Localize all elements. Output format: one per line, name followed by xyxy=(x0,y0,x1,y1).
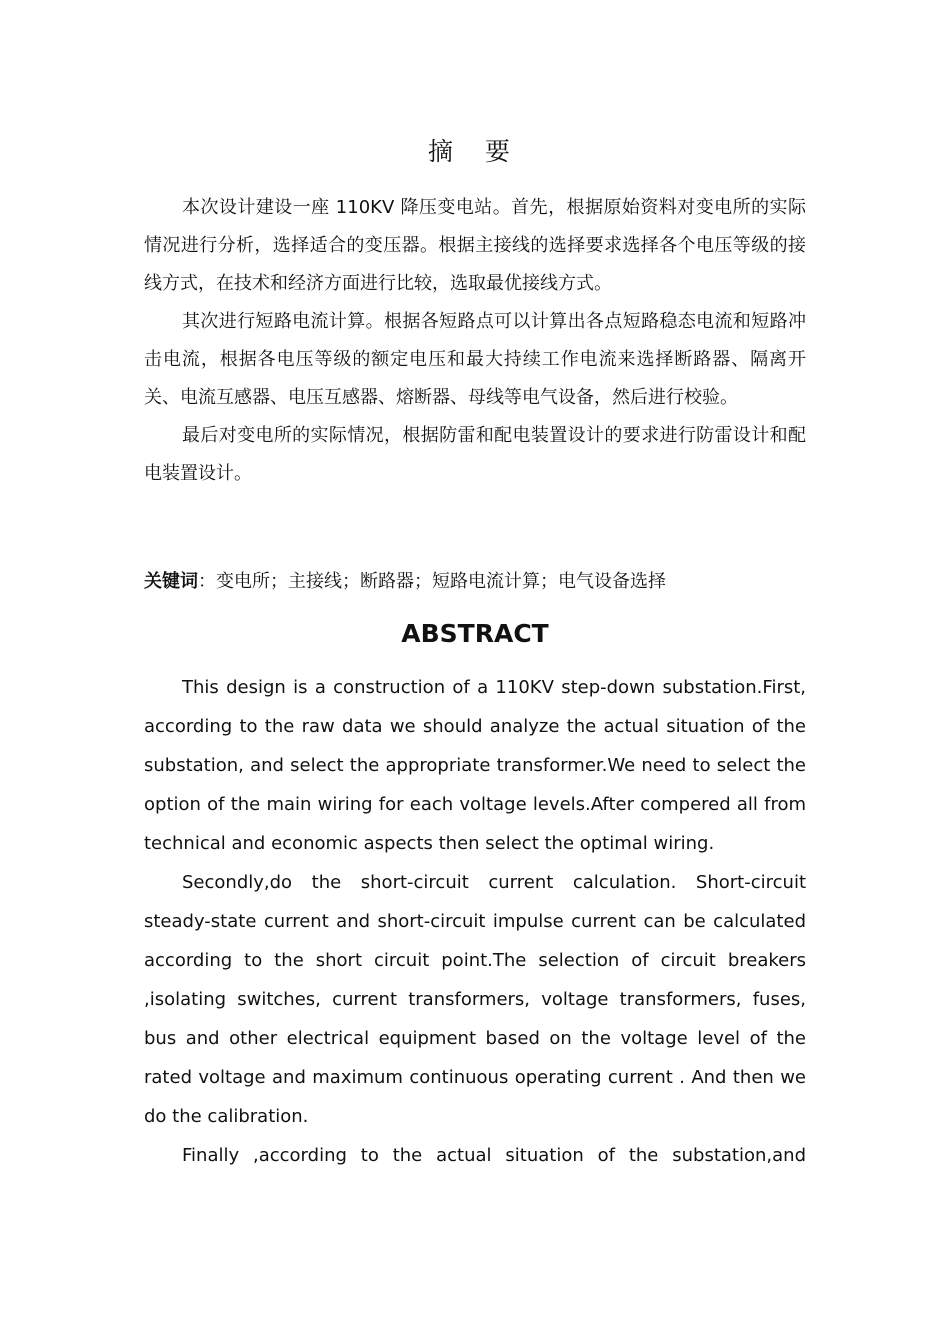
chinese-abstract-title: 摘 要 xyxy=(428,137,522,166)
chinese-paragraph-1: 本次设计建设一座 110KV 降压变电站。首先，根据原始资料对变电所的实际情况进行分析，选择适合的变压器。根据主接线的选择要求选择各个电压等级的接线方式，在技术和经济方面进行比较，选取最优接线方式。 xyxy=(144,197,806,294)
english-abstract-title: ABSTRACT xyxy=(401,619,549,648)
chinese-abstract-body xyxy=(144,189,806,493)
keywords-text: ：变电所；主接线；断路器；短路电流计算；电气设备选择 xyxy=(198,571,666,592)
english-paragraph-1: This design is a construction of a 110KV step-down substation.First, according to the raw data we should analyze the actual situation of the substation, and select the appropriate transformer.We need to select the option of the main wiring for each voltage levels.After compered all from technical and economic aspects then select the optimal wiring. xyxy=(144,677,806,854)
chinese-paragraph-2: 其次进行短路电流计算。根据各短路点可以计算出各点短路稳态电流和短路冲击电流，根据各电压等级的额定电压和最大持续工作电流来选择断路器、隔离开关、电流互感器、电压互感器、熔断器、母线等电气设备，然后进行校验。 xyxy=(144,311,806,408)
english-paragraph-2: Secondly,do the short-circuit current calculation. Short-circuit steady-state current and short-circuit impulse current can be calculated according to the short circuit point.The selection of circuit breakers ,isolating switches, current transformers, voltage transformers, fuses, bus and other electrical equipment based on the voltage level of the rated voltage and maximum continuous operating current . And then we do the calibration. xyxy=(144,872,806,1127)
chinese-paragraph-3: 最后对变电所的实际情况，根据防雷和配电装置设计的要求进行防雷设计和配电装置设计。 xyxy=(144,425,806,484)
keywords-label: 关键词 xyxy=(144,571,198,592)
english-paragraph-3: Finally ,according to the actual situation of the substation,and xyxy=(182,1145,806,1166)
keywords-line xyxy=(144,564,806,600)
english-abstract-body xyxy=(144,668,806,1175)
